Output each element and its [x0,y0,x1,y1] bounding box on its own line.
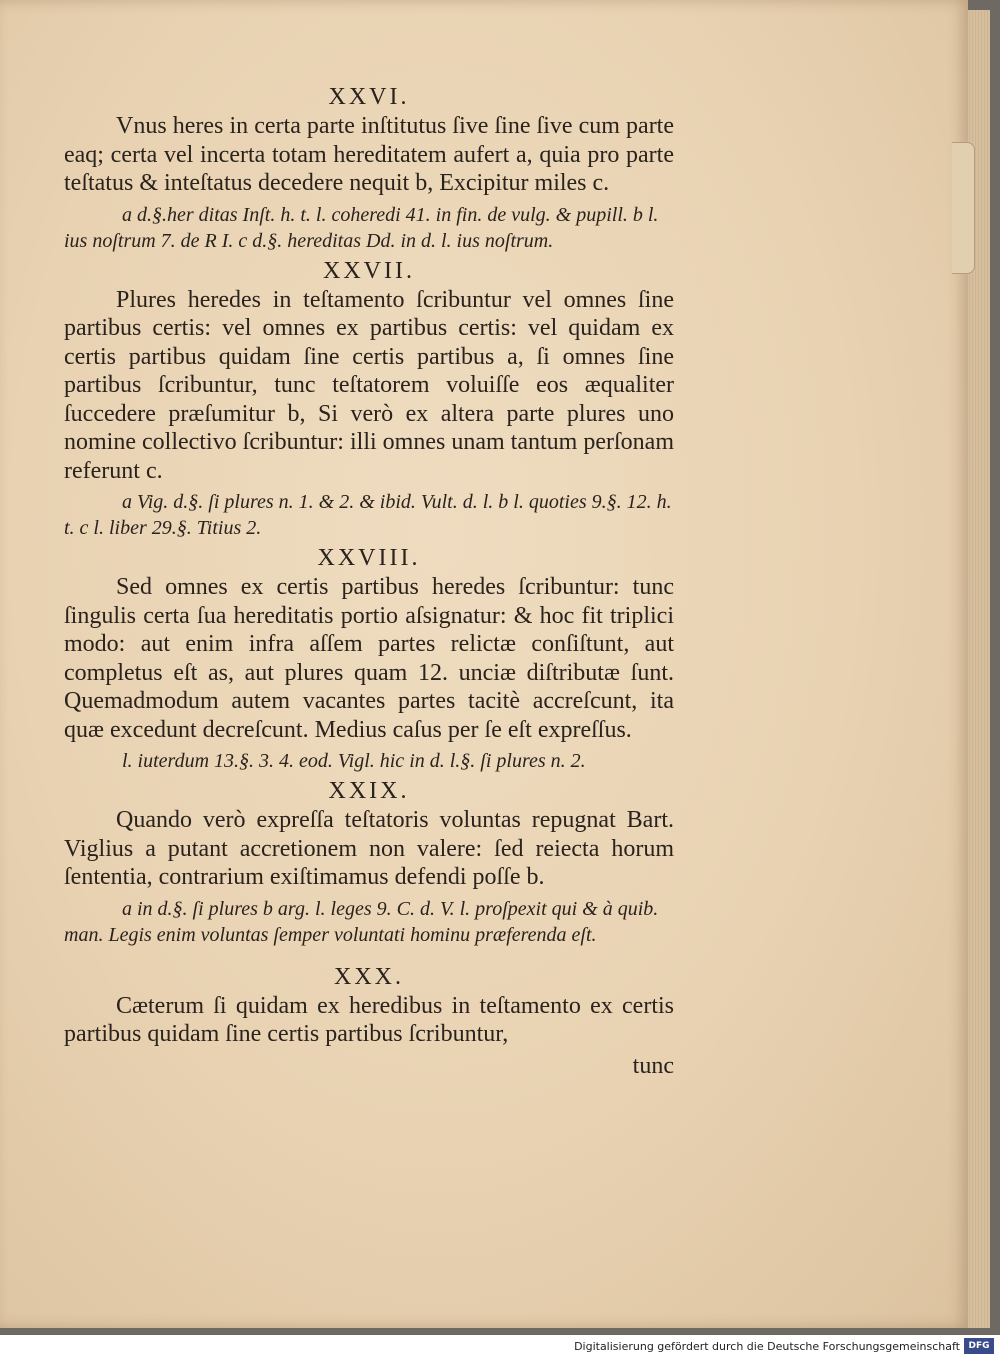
dfg-logo: DFG [964,1338,994,1354]
section-heading: XXX. [334,963,404,990]
section-heading: XXVIII. [317,545,421,571]
section-note: a Vig. d.§. ſi plures n. 1. & 2. & ibid. Vult. d. l. b l. quoties 9.§. 12. h. t. c l. liber 29.§. Titius 2. [64,491,672,539]
page-text [64,82,674,1081]
section-heading: XXVII. [323,257,415,284]
section-paragraph: Cæterum ſi quidam ex heredibus in teſtamento ex certis partibus quidam ſine certis partibus ſcribuntur, [64,992,674,1047]
catchword: tunc [632,1052,674,1079]
section-note: a in d.§. ſi plures b arg. l. leges 9. C. d. V. l. proſpexit qui & à quib. man. Legis enim voluntas ſemper voluntati hominu præferenda eſt. [64,897,659,946]
section-paragraph: Plures heredes in teſtamento ſcribuntur vel omnes ſine partibus certis: vel omnes ex partibus certis: vel quidam ex certis partibus quidam ſine certis partibus a, ſi omnes ſine partibus ſcribuntur, tunc teſtatorem voluiſſe eos æqualiter ſuccedere præſumitur b, Si verò ex altera parte plures uno nomine collectivo ſcribuntur: illi omnes unam tantum perſonam referunt c. [64,286,674,484]
page-tab [952,142,975,274]
section-29 [64,776,674,948]
section-heading: XXIX. [328,778,410,804]
section-28 [64,543,674,774]
section-30 [64,962,674,1049]
section-heading: XXVI. [328,84,410,110]
section-paragraph: Sed omnes ex certis partibus heredes ſcribuntur: tunc ſingulis certa ſua hereditatis portio aſsignatur: & hoc fit triplici modo: aut enim infra aſſem partes relictæ conſiſtunt, aut completus eſt as, aut plures quam 12. unciæ diſtributæ ſunt. Quemadmodum autem vacantes partes tacitè accreſcunt, ita quæ excedunt decreſcunt. Medius caſus per ſe eſt expreſſus. [64,574,674,743]
section-note: l. iuterdum 13.§. 3. 4. eod. Vigl. hic in d. l.§. ſi plures n. 2. [122,750,586,772]
digitization-footer [0,1335,1000,1359]
section-note: a d.§.her ditas Inſt. h. t. l. coheredi 41. in fin. de vulg. & pupill. b l. ius noſtrum 7. de R I. c d.§. hereditas Dd. in d. l. ius noſtrum. [64,203,659,252]
section-27 [64,256,674,542]
section-paragraph: Quando verò expreſſa teſtatoris voluntas repugnat Bart. Viglius a putant accretionem non valere: ſed reiecta horum ſententia, contrarium exiſtimamus defendi poſſe b. [64,807,674,890]
footer-credit: Digitalisierung gefördert durch die Deutsche Forschungsgemeinschaft [574,1340,960,1353]
section-paragraph: Vnus heres in certa parte inſtitutus ſive ſine ſive cum parte eaq; certa vel incerta totam hereditatem aufert a, quia pro parte teſtatus & inteſtatus decedere nequit b, Excipitur miles c. [64,113,674,196]
section-26 [64,82,674,254]
